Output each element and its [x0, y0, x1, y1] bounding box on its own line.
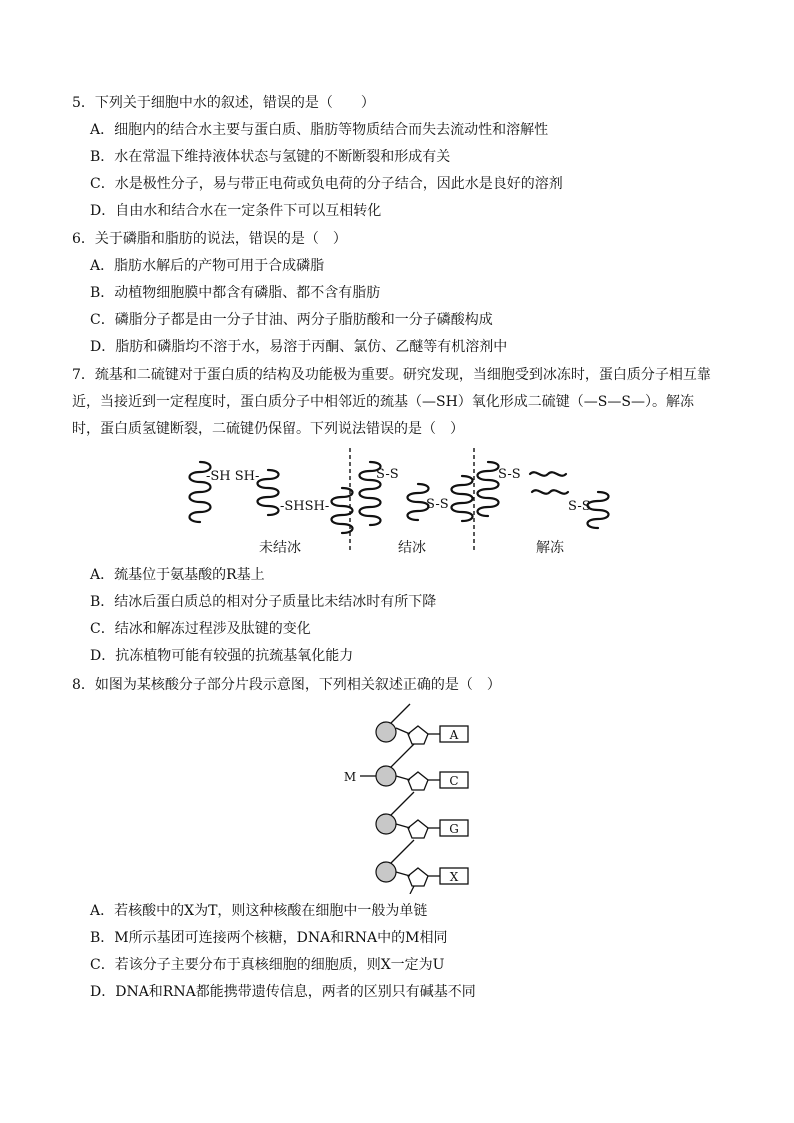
question-8-stem-line: 8．如图为某核酸分子部分片段示意图，下列相关叙述正确的是（ ） — [72, 677, 501, 693]
question-7-option-c: C．结冰和解冻过程涉及肽键的变化 — [90, 621, 311, 637]
disulfide-label: S-S — [426, 497, 449, 512]
question-8-option-c: C．若该分子主要分布于真核细胞的细胞质，则X一定为U — [90, 957, 445, 973]
question-7-stem — [72, 362, 732, 443]
group-m-label: M — [343, 770, 357, 784]
base-label-x: X — [449, 870, 459, 884]
question-8-options — [72, 898, 732, 1006]
question-5-option-d: D．自由水和结合水在一定条件下可以互相转化 — [90, 203, 382, 219]
question-5-option-a: A．细胞内的结合水主要与蛋白质、脂肪等物质结合而失去流动性和溶解性 — [90, 122, 549, 138]
phosphate-group — [376, 722, 396, 742]
question-6-option-d: D．脂肪和磷脂均不溶于水，易溶于丙酮、氯仿、乙醚等有机溶剂中 — [90, 339, 508, 355]
protein-chain-coil — [258, 470, 279, 515]
base-label-a: A — [449, 728, 459, 742]
question-6-option-a: A．脂肪水解后的产物可用于合成磷脂 — [90, 258, 325, 274]
question-5-option-c: C．水是极性分子，易与带正电荷或负电荷的分子结合，因此水是良好的溶剂 — [90, 176, 563, 192]
question-7-stem-line-2: 近，当接近到一定程度时，蛋白质分子中相邻近的巯基（—SH）氧化形成二硫键（—S—S—）。解冻 — [72, 394, 694, 410]
question-7-stem-line-3: 时，蛋白质氢键断裂，二硫键仍保留。下列说法错误的是（ ） — [72, 421, 464, 437]
terminal-bond — [410, 886, 414, 894]
question-5-stem: 5．下列关于细胞中水的叙述，错误的是（ ） — [72, 95, 375, 111]
disulfide-label: S-S — [376, 467, 399, 482]
protein-freezing-diagram — [180, 448, 620, 560]
pentose-sugar — [408, 868, 428, 886]
stage-caption-frozen: 结冰 — [398, 540, 426, 556]
phosphate-group — [376, 766, 396, 786]
question-6-option-c: C．磷脂分子都是由一分子甘油、两分子脂肪酸和一分子磷酸构成 — [90, 312, 493, 328]
nucleic-acid-diagram — [330, 700, 490, 894]
question-7-option-d: D．抗冻植物可能有较强的抗巯基氧化能力 — [90, 648, 354, 664]
question-8-option-a: A．若核酸中的X为T，则这种核酸在细胞中一般为单链 — [90, 903, 428, 919]
protein-chain-wave — [532, 490, 568, 493]
phosphate-group — [376, 814, 396, 834]
base-label-g: G — [449, 822, 459, 836]
question-6-option-b: B．动植物细胞膜中都含有磷脂、都不含有脂肪 — [90, 285, 381, 301]
pentose-sugar — [408, 820, 428, 838]
protein-chain-wave — [530, 472, 566, 475]
question-5-option-b: B．水在常温下维持液体状态与氢键的不断断裂和形成有关 — [90, 149, 451, 165]
disulfide-label: S-S — [498, 467, 521, 482]
question-8-option-d: D．DNA和RNA都能携带遗传信息，两者的区别只有碱基不同 — [90, 984, 476, 1000]
base-label-c: C — [449, 774, 459, 788]
question-7-option-a: A．巯基位于氨基酸的R基上 — [90, 567, 265, 583]
phosphate-sugar-bond — [396, 728, 410, 734]
stage-caption-unfrozen: 未结冰 — [259, 540, 301, 556]
phosphate-group — [376, 862, 396, 882]
protein-chain-coil — [452, 476, 473, 521]
question-8-option-b: B．M所示基团可连接两个核糖，DNA和RNA中的M相同 — [90, 930, 448, 946]
question-6 — [72, 226, 732, 361]
disulfide-label: S-S — [568, 499, 591, 514]
question-7-stem-line-1: 7．巯基和二硫键对于蛋白质的结构及功能极为重要。研究发现，当细胞受到冰冻时，蛋白质分子相互靠 — [72, 367, 711, 383]
sulfhydryl-label: -SHSH- — [280, 499, 330, 514]
question-7-option-b: B．结冰后蛋白质总的相对分子质量比未结冰时有所下降 — [90, 594, 437, 610]
question-5 — [72, 90, 732, 225]
question-6-stem: 6．关于磷脂和脂肪的说法，错误的是（ ） — [72, 231, 347, 247]
protein-chain-coil — [478, 462, 499, 516]
question-8-stem — [72, 672, 732, 699]
stage-caption-thawed: 解冻 — [536, 540, 564, 556]
pentose-sugar — [408, 726, 428, 744]
pentose-sugar — [408, 772, 428, 790]
sulfhydryl-label: -SH SH- — [206, 469, 260, 484]
question-7-options — [72, 562, 732, 670]
